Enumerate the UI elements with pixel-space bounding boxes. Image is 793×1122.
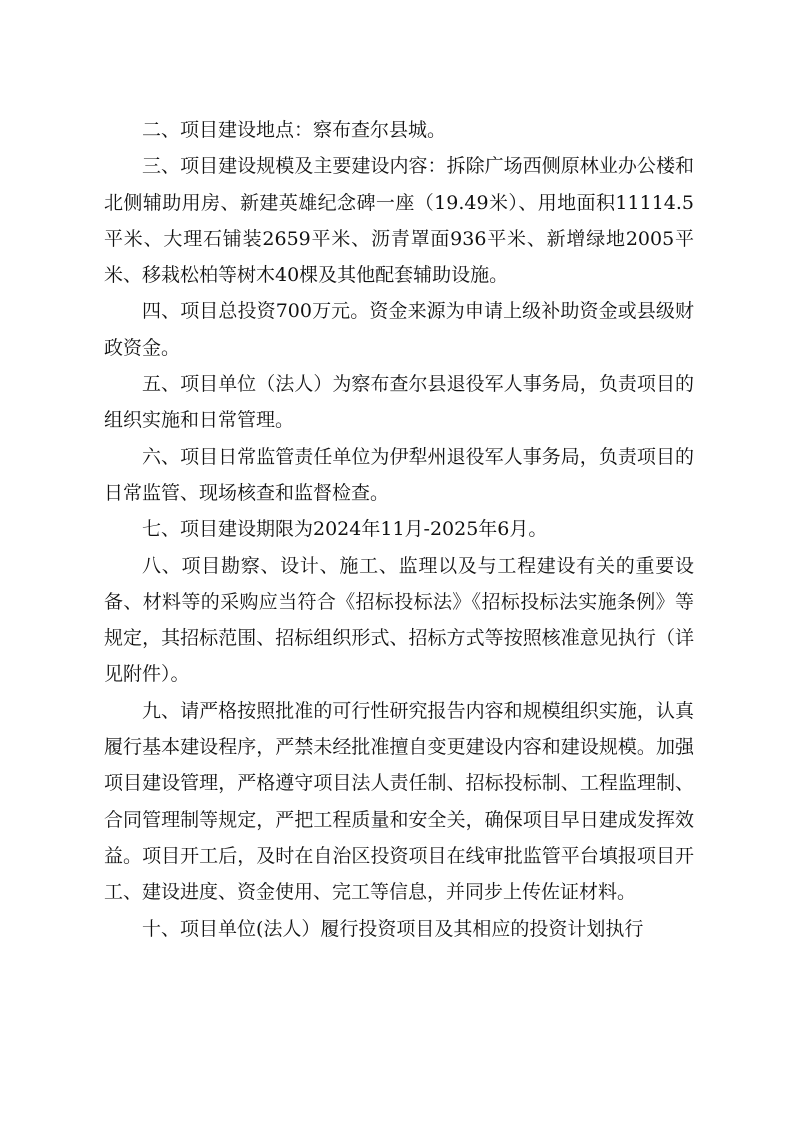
paragraph-construction-period: 七、项目建设期限为2024年11月-2025年6月。: [142, 518, 548, 541]
paragraph-scale-content: 三、项目建设规模及主要建设内容：拆除广场西侧原林业办公楼和北侧辅助用房、新建英雄纪念碑一座（19.49米）、用地面积11114.5平米、大理石铺装2659平米、沥青罩面936平米、新增绿地2005平米、移栽松柏等树木40棵及其他配套辅助设施。: [104, 155, 694, 287]
paragraph-project-unit: 五、项目单位（法人）为察布查尔县退役军人事务局，负责项目的组织实施和日常管理。: [104, 373, 694, 432]
paragraph-investment: 四、项目总投资700万元。资金来源为申请上级补助资金或县级财政资金。: [104, 300, 694, 359]
paragraph-bidding: 八、项目勘察、设计、施工、监理以及与工程建设有关的重要设备、材料等的采购应当符合《招标投标法》《招标投标法实施条例》等规定，其招标范围、招标组织形式、招标方式等按照核准意见执行（详见附件）。: [104, 554, 694, 686]
paragraph-location: 二、项目建设地点：察布查尔县城。: [142, 119, 447, 141]
document-body: [104, 112, 694, 947]
paragraph-project-unit-obligations: 十、项目单位(法人）履行投资项目及其相应的投资计划执行: [142, 917, 644, 940]
paragraph-implementation-requirements: 九、请严格按照批准的可行性研究报告内容和规模组织实施，认真履行基本建设程序，严禁未经批准擅自变更建设内容和建设规模。加强项目建设管理，严格遵守项目法人责任制、招标投标制、工程监理制、合同管理制等规定，严把工程质量和安全关，确保项目早日建成发挥效益。项目开工后，及时在自治区投资项目在线审批监管平台填报项目开工、建设进度、资金使用、完工等信息，并同步上传佐证材料。: [104, 699, 694, 904]
paragraph-supervision-unit: 六、项目日常监管责任单位为伊犁州退役军人事务局，负责项目的日常监管、现场核查和监督检查。: [104, 445, 694, 504]
